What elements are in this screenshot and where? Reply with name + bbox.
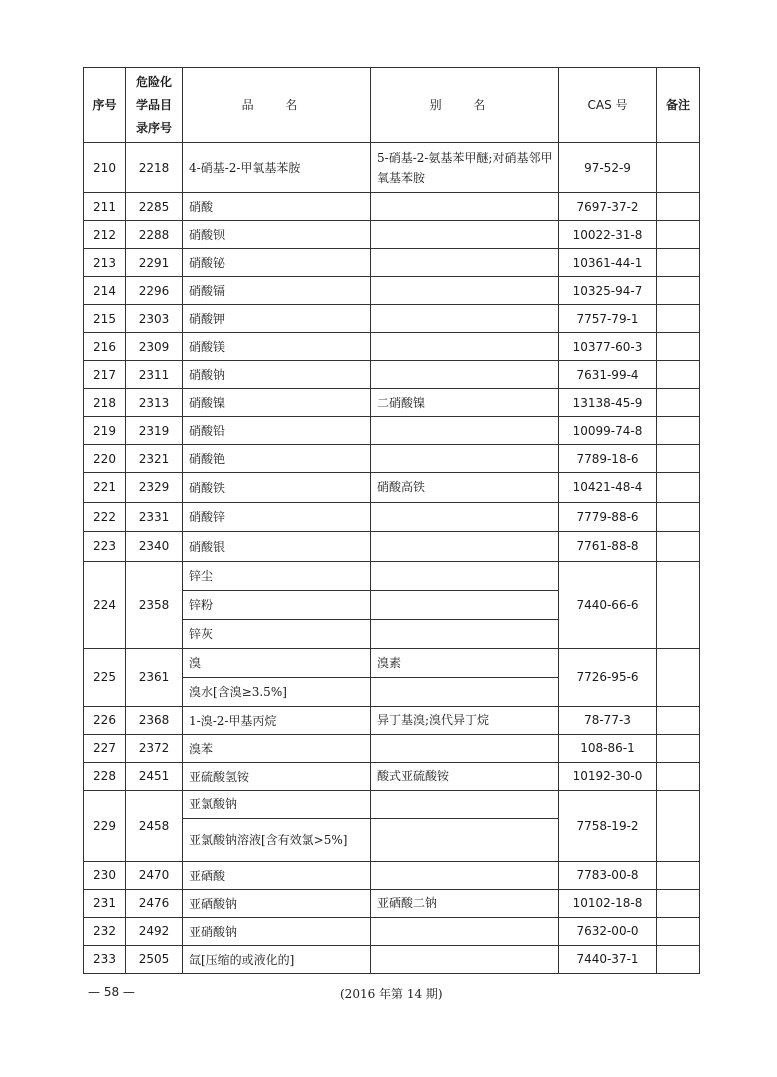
row-cas: 10377-60-3 (559, 333, 657, 361)
table-row (84, 473, 700, 503)
row-catalog: 2368 (126, 706, 183, 734)
row-cas: 78-77-3 (559, 706, 657, 734)
row-cas: 10192-30-0 (559, 762, 657, 790)
table-row (84, 790, 700, 818)
row-name (183, 790, 371, 818)
row-seq: 214 (84, 277, 126, 305)
row-remark (657, 706, 700, 734)
row-remark (657, 945, 700, 973)
row-name: 硝酸钡 (183, 221, 371, 249)
table-row (84, 305, 700, 333)
issue-label: (2016 年第 14 期) (340, 987, 443, 1001)
row-seq: 213 (84, 249, 126, 277)
row-catalog: 2361 (126, 648, 183, 706)
row-cas: 13138-45-9 (559, 389, 657, 417)
row-catalog: 2451 (126, 762, 183, 790)
row-seq: 225 (84, 648, 126, 706)
row-remark (657, 473, 700, 503)
row-alias (371, 333, 559, 361)
table-row (84, 277, 700, 305)
row-catalog: 2296 (126, 277, 183, 305)
header-catalog: 危险化学品目录序号 (126, 68, 183, 143)
row-catalog: 2291 (126, 249, 183, 277)
row-seq: 222 (84, 502, 126, 532)
table-row (84, 648, 700, 677)
row-catalog: 2505 (126, 945, 183, 973)
row-catalog: 2476 (126, 889, 183, 917)
row-catalog: 2218 (126, 143, 183, 193)
row-alias (371, 502, 559, 532)
row-catalog: 2285 (126, 193, 183, 221)
table-row (84, 945, 700, 973)
row-seq: 229 (84, 790, 126, 861)
row-name: 亚硒酸钠 (183, 889, 371, 917)
row-remark (657, 333, 700, 361)
row-catalog: 2458 (126, 790, 183, 861)
page-number: — 58 — (88, 985, 135, 999)
row-name: 硝酸钾 (183, 305, 371, 333)
row-alias (371, 473, 559, 503)
row-remark (657, 790, 700, 861)
row-name: 1-溴-2-甲基丙烷 (183, 706, 371, 734)
row-cas: 7783-00-8 (559, 861, 657, 889)
table-row (84, 389, 700, 417)
row-remark (657, 417, 700, 445)
row-cas: 7726-95-6 (559, 648, 657, 706)
row-cas: 10361-44-1 (559, 249, 657, 277)
header-cas: CAS 号 (559, 68, 657, 143)
row-name: 溴苯 (183, 734, 371, 762)
table-row (84, 889, 700, 917)
row-alias-text: 二硝酸镍 (377, 395, 426, 410)
row-alias (371, 532, 559, 562)
row-seq: 231 (84, 889, 126, 917)
row-seq: 217 (84, 361, 126, 389)
row-name-text: 溴水[含溴≥3.5%] (189, 684, 287, 699)
header-alias: 别 名 (371, 68, 559, 143)
row-alias-text: 硝酸高铁 (377, 480, 426, 495)
row-alias-text: 异丁基溴;溴代异丁烷 (377, 713, 490, 727)
row-seq: 232 (84, 917, 126, 945)
row-cas: 7761-88-8 (559, 532, 657, 562)
row-remark (657, 889, 700, 917)
row-alias (371, 305, 559, 333)
row-remark (657, 561, 700, 648)
table-row (84, 861, 700, 889)
row-cas: 7440-66-6 (559, 561, 657, 648)
row-name: 硝酸锌 (183, 502, 371, 532)
row-cas: 7631-99-4 (559, 361, 657, 389)
header-name: 品 名 (183, 68, 371, 143)
row-name-text: 亚氯酸钠溶液[含有效氯>5%] (189, 832, 348, 847)
row-catalog: 2313 (126, 389, 183, 417)
row-name: 硝酸 (183, 193, 371, 221)
header-remark: 备注 (657, 68, 700, 143)
row-seq: 220 (84, 445, 126, 473)
row-alias (371, 734, 559, 762)
table-row (84, 762, 700, 790)
row-cas: 10099-74-8 (559, 417, 657, 445)
row-cas: 10421-48-4 (559, 473, 657, 503)
table-row (84, 917, 700, 945)
row-cas: 108-86-1 (559, 734, 657, 762)
row-name: 硝酸银 (183, 532, 371, 562)
table-header-row (84, 68, 700, 143)
row-remark (657, 648, 700, 706)
row-alias (371, 619, 559, 648)
row-seq: 218 (84, 389, 126, 417)
row-name: 硝酸钠 (183, 361, 371, 389)
row-remark (657, 143, 700, 193)
row-catalog: 2331 (126, 502, 183, 532)
row-catalog: 2470 (126, 861, 183, 889)
row-alias (371, 417, 559, 445)
row-name (183, 561, 371, 590)
table-row (84, 221, 700, 249)
row-alias (371, 677, 559, 706)
row-name-text: 亚氯酸钠 (189, 797, 238, 811)
row-name: 硝酸铅 (183, 417, 371, 445)
row-name: 硝酸镁 (183, 333, 371, 361)
row-catalog: 2329 (126, 473, 183, 503)
row-name: 硝酸铯 (183, 445, 371, 473)
row-alias (371, 917, 559, 945)
row-alias (371, 277, 559, 305)
table-row (84, 532, 700, 562)
row-cas: 7757-79-1 (559, 305, 657, 333)
table-row (84, 333, 700, 361)
row-catalog: 2321 (126, 445, 183, 473)
table-row (84, 445, 700, 473)
row-alias (371, 221, 559, 249)
row-alias (371, 762, 559, 790)
chemical-table (83, 67, 700, 974)
row-remark (657, 734, 700, 762)
row-seq: 230 (84, 861, 126, 889)
row-name (183, 677, 371, 706)
row-remark (657, 305, 700, 333)
row-name: 亚硝酸钠 (183, 917, 371, 945)
row-seq: 212 (84, 221, 126, 249)
row-cas: 10022-31-8 (559, 221, 657, 249)
table-row (84, 706, 700, 734)
row-catalog: 2311 (126, 361, 183, 389)
row-name: 氙[压缩的或液化的] (183, 945, 371, 973)
row-remark (657, 249, 700, 277)
row-catalog: 2340 (126, 532, 183, 562)
row-cas: 7789-18-6 (559, 445, 657, 473)
row-name (183, 818, 371, 861)
row-name (183, 619, 371, 648)
row-catalog: 2319 (126, 417, 183, 445)
row-cas: 7758-19-2 (559, 790, 657, 861)
row-alias (371, 193, 559, 221)
row-alias (371, 389, 559, 417)
row-cas: 7440-37-1 (559, 945, 657, 973)
row-remark (657, 277, 700, 305)
row-seq: 227 (84, 734, 126, 762)
row-remark (657, 917, 700, 945)
row-alias: 溴素 (371, 648, 559, 677)
row-alias (371, 361, 559, 389)
row-alias (371, 445, 559, 473)
row-remark (657, 221, 700, 249)
row-alias (371, 590, 559, 619)
row-name (183, 590, 371, 619)
row-name: 亚硒酸 (183, 861, 371, 889)
table-row (84, 417, 700, 445)
row-remark (657, 502, 700, 532)
row-name: 硝酸镉 (183, 277, 371, 305)
row-seq: 210 (84, 143, 126, 193)
row-seq: 226 (84, 706, 126, 734)
row-remark (657, 193, 700, 221)
row-catalog: 2309 (126, 333, 183, 361)
row-name: 硝酸镍 (183, 389, 371, 417)
row-seq: 211 (84, 193, 126, 221)
row-alias (371, 561, 559, 590)
row-name: 4-硝基-2-甲氧基苯胺 (183, 143, 371, 193)
row-name: 硝酸铁 (183, 473, 371, 503)
row-seq: 233 (84, 945, 126, 973)
row-name-text: 锌灰 (189, 626, 214, 641)
row-name-text: 锌粉 (189, 597, 214, 612)
row-seq: 223 (84, 532, 126, 562)
row-catalog: 2372 (126, 734, 183, 762)
row-alias-text: 亚硒酸二钠 (377, 896, 438, 910)
table-row (84, 143, 700, 193)
header-seq: 序号 (84, 68, 126, 143)
row-seq: 224 (84, 561, 126, 648)
table-row (84, 502, 700, 532)
row-cas: 10102-18-8 (559, 889, 657, 917)
row-name-text: 锌尘 (189, 568, 214, 583)
row-cas: 7697-37-2 (559, 193, 657, 221)
row-remark (657, 445, 700, 473)
row-seq: 228 (84, 762, 126, 790)
row-catalog: 2303 (126, 305, 183, 333)
row-remark (657, 861, 700, 889)
row-name: 硝酸铋 (183, 249, 371, 277)
row-alias (371, 945, 559, 973)
row-alias (371, 889, 559, 917)
row-alias (371, 790, 559, 818)
row-catalog: 2288 (126, 221, 183, 249)
row-seq: 215 (84, 305, 126, 333)
row-name: 亚硫酸氢铵 (183, 762, 371, 790)
row-catalog: 2358 (126, 561, 183, 648)
row-seq: 216 (84, 333, 126, 361)
table-row (84, 361, 700, 389)
row-remark (657, 389, 700, 417)
row-catalog: 2492 (126, 917, 183, 945)
row-name (183, 648, 371, 677)
row-alias (371, 249, 559, 277)
row-name-text: 溴 (189, 655, 202, 670)
row-alias-text: 5-硝基-2-氨基苯甲醚;对硝基邻甲氧基苯胺 (377, 150, 553, 185)
table-row (84, 734, 700, 762)
table-row (84, 193, 700, 221)
row-seq: 221 (84, 473, 126, 503)
row-remark (657, 532, 700, 562)
row-remark (657, 762, 700, 790)
row-cas: 7779-88-6 (559, 502, 657, 532)
row-seq: 219 (84, 417, 126, 445)
row-alias (371, 143, 559, 193)
row-remark (657, 361, 700, 389)
row-cas: 10325-94-7 (559, 277, 657, 305)
table-row (84, 561, 700, 590)
row-alias (371, 706, 559, 734)
row-alias-text: 酸式亚硫酸铵 (377, 769, 450, 783)
row-alias (371, 818, 559, 861)
table-row (84, 249, 700, 277)
row-cas: 97-52-9 (559, 143, 657, 193)
row-cas: 7632-00-0 (559, 917, 657, 945)
row-alias (371, 861, 559, 889)
